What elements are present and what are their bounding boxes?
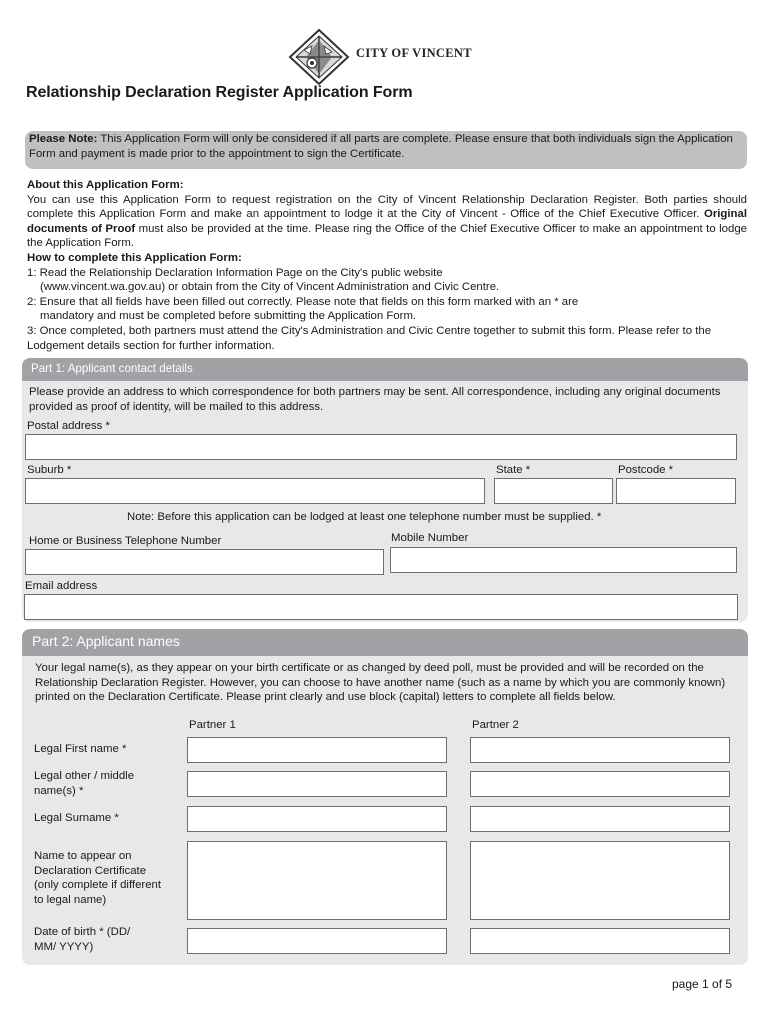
home-phone-field[interactable] xyxy=(25,549,384,575)
home-phone-label: Home or Business Telephone Number xyxy=(29,535,222,547)
about-heading: About this Application Form: xyxy=(27,179,184,191)
partner2-surname-field[interactable] xyxy=(470,806,730,832)
city-logo xyxy=(288,28,478,86)
about-paragraph-rest: must also be provided at the time. Please ring the Office of the Chief Executive Officer to make an appointment to lodge the Application Form. xyxy=(27,222,747,250)
partner1-dob-field[interactable] xyxy=(187,928,447,954)
dob-label: Date of birth * (DD/ MM/ YYYY) xyxy=(34,926,131,953)
mobile-field[interactable] xyxy=(390,547,737,573)
step-1-line-1: 1: Read the Relationship Declaration Information Page on the City's public website xyxy=(27,266,443,279)
email-field[interactable] xyxy=(24,594,738,620)
surname-label: Legal Surname * xyxy=(34,812,119,824)
part2-section xyxy=(22,629,748,965)
postal-address-field[interactable] xyxy=(25,434,737,460)
about-paragraph-text: You can use this Application Form to request registration on the City of Vincent Relationship Declaration Register. Both parties should complete this Application Form and make an appointment to lodge it at the City of Vincent - Office of the Chief Executive Officer. xyxy=(27,193,747,221)
first-name-label: Legal First name * xyxy=(34,743,127,755)
part2-header: Part 2: Applicant names xyxy=(22,629,748,656)
partner2-first-name-field[interactable] xyxy=(470,737,730,763)
phone-note: Note: Before this application can be lodged at least one telephone number must be supplied. * xyxy=(127,511,602,523)
postcode-label: Postcode * xyxy=(618,464,674,476)
how-to-heading: How to complete this Application Form: xyxy=(27,251,242,264)
partner1-first-name-field[interactable] xyxy=(187,737,447,763)
partner1-other-name-field[interactable] xyxy=(187,771,447,797)
postcode-field[interactable] xyxy=(616,478,736,504)
step-1-line-2: (www.vincent.wa.gov.au) or obtain from the City of Vincent Administration and Civic Centre. xyxy=(40,281,500,294)
partner2-other-name-field[interactable] xyxy=(470,771,730,797)
step-3: 3: Once completed, both partners must attend the City's Administration and Civic Centre together to submit this form. Please refer to the Lodgement details section for further information. xyxy=(27,324,712,352)
partner2-label: Partner 2 xyxy=(472,719,519,731)
partner2-dob-field[interactable] xyxy=(470,928,730,954)
logo-text: CITY OF VINCENT xyxy=(356,46,472,60)
part1-intro: Please provide an address to which correspondence for both partners may be sent. All correspondence, including any original documents provided as proof of identity, will be mailed to this address. xyxy=(29,386,721,413)
original-documents-bold: Original documents of Proof xyxy=(27,208,748,235)
step-2-line-1: 2: Ensure that all fields have been filled out correctly. Please note that fields on this form marked with an * are xyxy=(27,295,579,308)
part1-section xyxy=(22,358,748,622)
please-note-box xyxy=(25,131,747,169)
state-label: State * xyxy=(496,464,531,476)
postal-address-label: Postal address * xyxy=(27,420,110,432)
other-name-label: Legal other / middle name(s) * xyxy=(34,770,135,797)
please-note-text: This Application Form will only be considered if all parts are complete. Please ensure that both individuals sign the Application Form and payment is made prior to the appointment to sign the Certificate. xyxy=(29,133,733,160)
partner1-surname-field[interactable] xyxy=(187,806,447,832)
city-crest-icon xyxy=(288,28,350,86)
part2-intro: Your legal name(s), as they appear on your birth certificate or as changed by deed poll, must be provided and will be recorded on the Relationship Declaration Register. However, you can choose to have another name (such as a name by which you are commonly known) printed on the Declaration Certificate. Please print clearly and use block (capital) letters to complete all fields below. xyxy=(35,662,726,704)
partner1-label: Partner 1 xyxy=(189,719,236,731)
about-paragraph xyxy=(27,193,747,251)
about-section xyxy=(27,178,747,353)
partner1-certificate-name-field[interactable] xyxy=(187,841,447,920)
partner2-certificate-name-field[interactable] xyxy=(470,841,730,920)
suburb-field[interactable] xyxy=(25,478,485,504)
email-label: Email address xyxy=(25,580,98,592)
part1-header: Part 1: Applicant contact details xyxy=(22,358,748,381)
mobile-label: Mobile Number xyxy=(391,532,469,544)
please-note-label: Please Note: xyxy=(29,133,98,145)
step-2-line-2: mandatory and must be completed before submitting the Application Form. xyxy=(40,310,417,323)
state-field[interactable] xyxy=(494,478,613,504)
suburb-label: Suburb * xyxy=(27,464,72,476)
certificate-name-label: Name to appear on Declaration Certificate (only complete if different to legal name) xyxy=(34,850,162,906)
page-title: Relationship Declaration Register Application Form xyxy=(26,84,413,101)
page-number: page 1 of 5 xyxy=(672,977,733,991)
